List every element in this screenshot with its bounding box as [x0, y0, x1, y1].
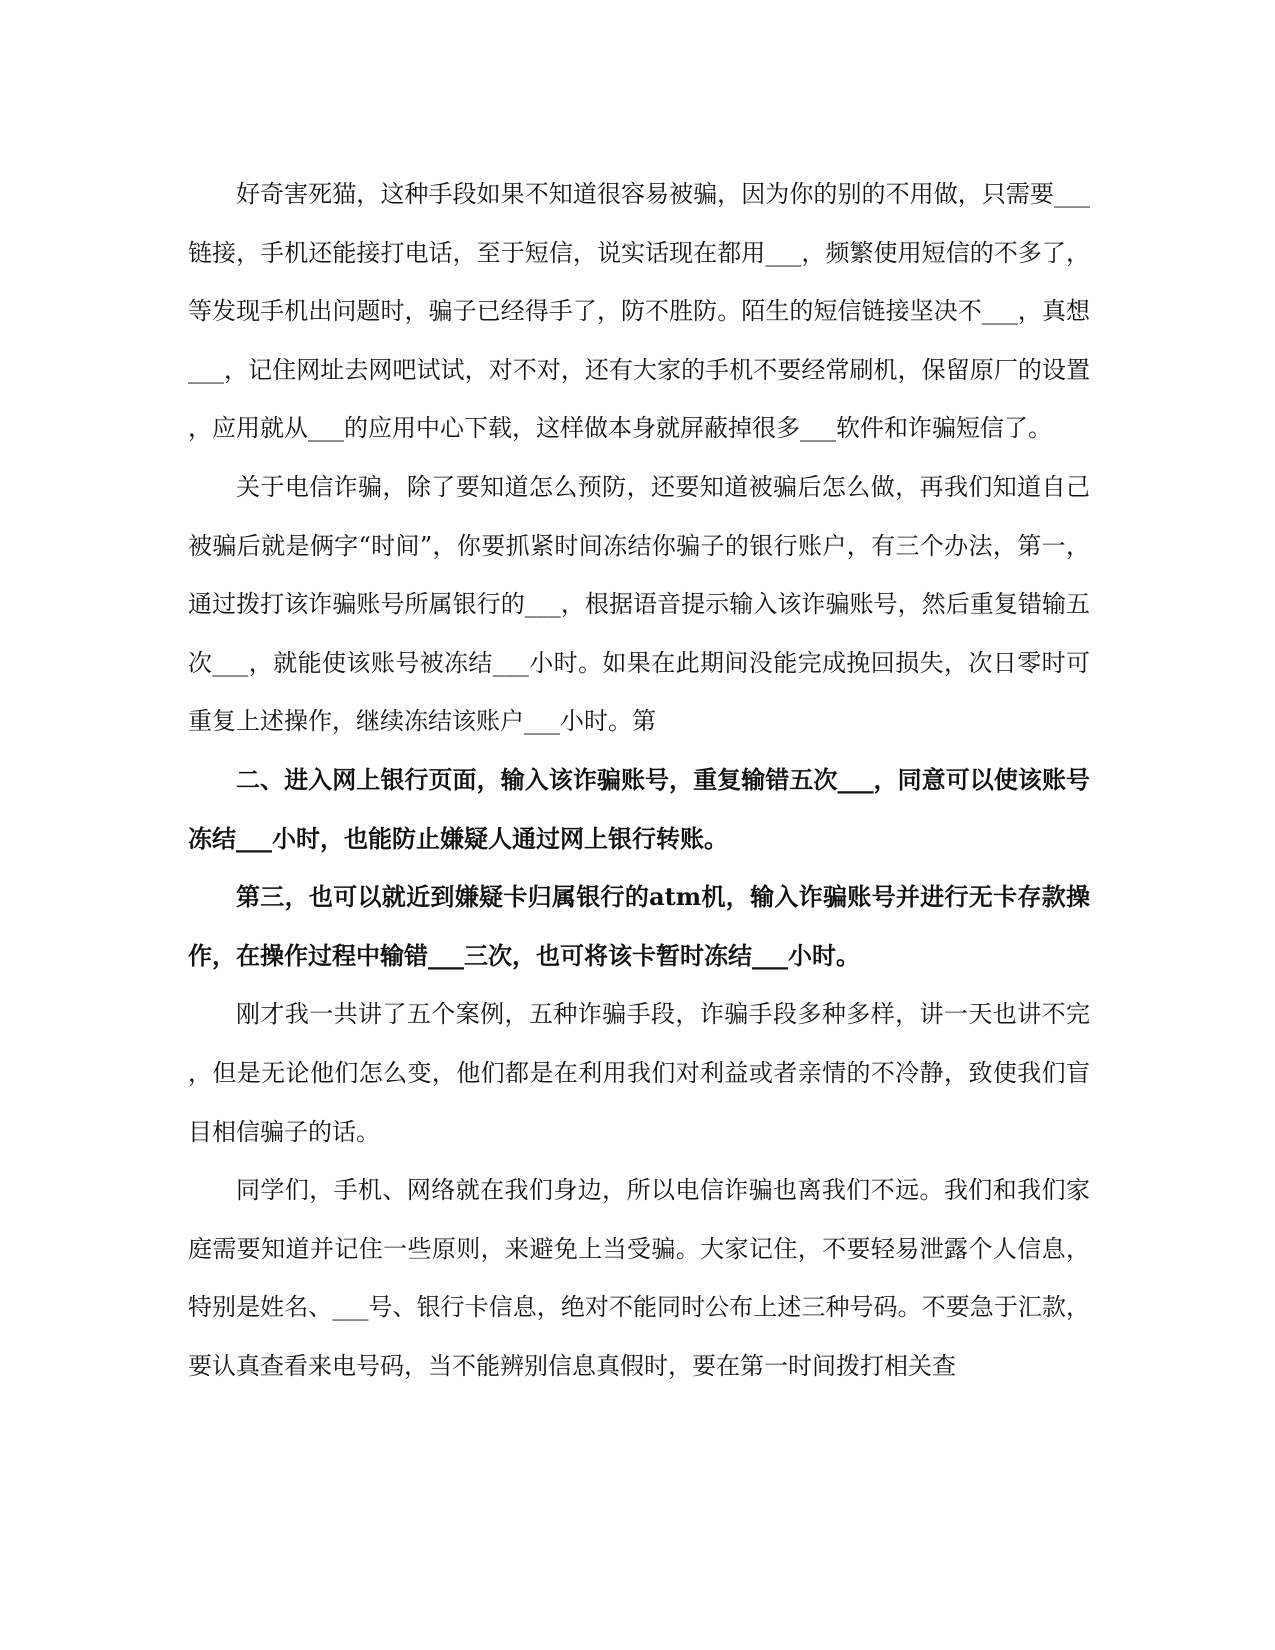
document-body — [188, 165, 1090, 1395]
paragraph-prevention-principles: 同学们，手机、网络就在我们身边，所以电信诈骗也离我们不远。我们和我们家庭需要知道并记住一些原则，来避免上当受骗。大家记住，不要轻易泄露个人信息，特别是姓名、___号、银行卡信息，绝对不能同时公布上述三种号码。不要急于汇款，要认真查看来电号码，当不能辨别信息真假时，要在第一时间拨打相关查 — [188, 1176, 1090, 1380]
paragraph-account-freeze-methods: 关于电信诈骗，除了要知道怎么预防，还要知道被骗后怎么做，再我们知道自己被骗后就是俩字“时间”，你要抓紧时间冻结你骗子的银行账户，有三个办法，第一，通过拨打该诈骗账号所属银行的___，根据语音提示输入该诈骗账号，然后重复错输五次___，就能使该账号被冻结___小时。如果在此期间没能完成挽回损失，次日零时可重复上述操作，继续冻结该账户___小时。第 — [188, 472, 1090, 736]
paragraph-sms-link-warning: 好奇害死猫，这种手段如果不知道很容易被骗，因为你的别的不用做，只需要___链接，手机还能接打电话，至于短信，说实话现在都用___，频繁使用短信的不多了，等发现手机出问题时，骗子已经得手了，防不胜防。陌生的短信链接坚决不___，真想___，记住网址去网吧试试，对不对，还有大家的手机不要经常刷机，保留原厂的设置，应用就从___的应用中心下载，这样做本身就屏蔽掉很多___软件和诈骗短信了。 — [188, 180, 1090, 443]
paragraph-online-banking-freeze: 二、进入网上银行页面，输入该诈骗账号，重复输错五次___，同意可以使该账号冻结___小时，也能防止嫌疑人通过网上银行转账。 — [188, 764, 1090, 853]
paragraph-atm-freeze: 第三，也可以就近到嫌疑卡归属银行的atm机，输入诈骗账号并进行无卡存款操作，在操作过程中输错___三次，也可将该卡暂时冻结___小时。 — [188, 882, 1090, 970]
paragraph-case-summary: 刚才我一共讲了五个案例，五种诈骗手段，诈骗手段多种多样，讲一天也讲不完，但是无论他们怎么变，他们都是在利用我们对利益或者亲情的不冷静，致使我们盲目相信骗子的话。 — [188, 1000, 1090, 1146]
